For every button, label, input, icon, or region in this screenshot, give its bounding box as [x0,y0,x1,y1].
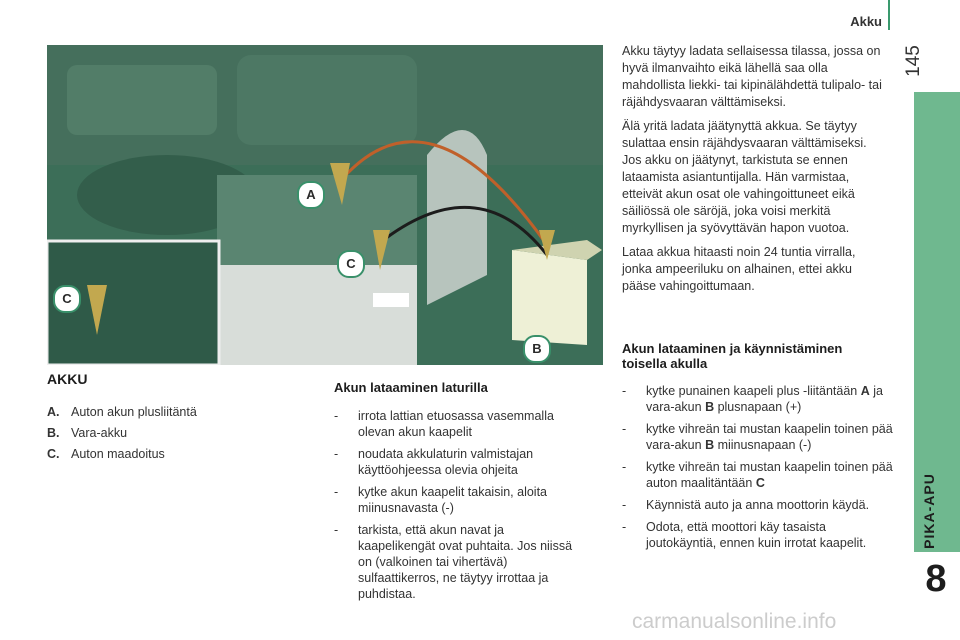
section-title: Akku [850,14,882,29]
legend-key: A. [47,405,60,419]
charging-heading: Akun lataaminen laturilla [334,380,488,395]
legend-key: B. [47,426,60,440]
callout-a: A [297,181,325,209]
step-text: irrota lattian etuosassa vasemmalla olevan akun kaapelit [358,409,554,439]
step-text: Odota, että moottori käy tasaista joutokäyntiä, ennen kuin irrotat kaapelit. [646,520,867,550]
jump-start-heading [622,341,884,371]
legend-item [47,405,307,426]
chapter-number: 8 [925,558,947,600]
step-text: kytke vihreän tai mustan kaapelin toinen pää vara-akun [646,422,893,452]
list-item: - kytke akun kaapelit takaisin, aloita miinusnavasta (-) [334,485,547,515]
list-item: - irrota lattian etuosassa vasemmalla olevan akun kaapelit [334,409,554,439]
header-divider [888,0,890,30]
list-item: - Käynnistä auto ja anna moottorin käydä. [622,498,870,512]
callout-b: B [523,335,551,363]
battery-heading: AKKU [47,371,88,387]
list-item: - noudata akkulaturin valmistajan käyttöohjeessa olevia ohjeita [334,447,534,477]
legend-key: C. [47,447,60,461]
jump-start-steps [622,383,894,557]
chapter-tab-label: PIKA-APU [921,473,937,549]
list-item: - kytke punainen kaapeli plus -liitäntään A ja vara-akun B plusnapaan (+) [622,384,883,414]
paragraph: Älä yritä ladata jäätynyttä akkua. Se täytyy sulattaa ensin räjähdysvaaran välttämiseksi. Jos akku on jäätynyt, tarkistuta se ennen lataamista asiantuntijalla. Hän varmistaa, etteivät akun osat ole vahingoittuneet eikä säiliössä ole säröjä, joka voisi merkitä myrkyllisen ja syövyttävän hapon vuotoa. [622,119,867,235]
step-text: miinusnapaan (-) [714,438,812,452]
step-text: tarkista, että akun navat ja kaapelikengät ovat puhtaita. Jos niissä on (valkoinen tai vihertävä) sulfaattikerros, ne täytyy irrottaa ja puhdistaa. [358,523,573,601]
list-item: - kytke vihreän tai mustan kaapelin toinen pää vara-akun B miinusnapaan (-) [622,422,893,452]
step-text: kytke punainen kaapeli plus -liitäntään [646,384,861,398]
legend-text: Auton maadoitus [71,447,165,461]
step-text: ja vara-akun [646,384,883,414]
heading-line: Akun lataaminen ja käynnistäminen [622,341,843,356]
paragraph: Akku täytyy ladata sellaisessa tilassa, jossa on hyvä ilmanvaihto eikä lähellä saa olla mahdollista liekki- tai kipinälähdettä tulipalo- tai räjähdysvaaran välttämiseksi. [622,44,882,109]
list-item: - Odota, että moottori käy tasaista joutokäyntiä, ennen kuin irrotat kaapelit. [622,520,867,550]
intro-text [622,43,884,302]
page-number: 145 [903,45,924,77]
callout-c-inset: C [53,285,81,313]
list-item: - kytke vihreän tai mustan kaapelin toinen pää auton maalitäntään C [622,460,893,490]
heading-line: toisella akulla [622,356,708,371]
step-text: plusnapaan (+) [714,400,802,414]
legend-text: Auton akun plusliitäntä [71,405,197,419]
step-text: kytke akun kaapelit takaisin, aloita miinusnavasta (-) [358,485,547,515]
legend-item [47,426,307,447]
engine-bay-drawing [47,45,603,365]
figure-legend [47,405,307,468]
paragraph: Lataa akkua hitaasti noin 24 tuntia virralla, jonka ampeeriluku on alhainen, ettei akku pääse vahingoittumaan. [622,245,856,293]
step-text: noudata akkulaturin valmistajan käyttöohjeessa olevia ohjeita [358,447,534,477]
legend-item [47,447,307,468]
watermark: carmanualsonline.info [632,610,837,633]
step-text: Käynnistä auto ja anna moottorin käydä. [646,498,870,512]
battery-illustration [47,45,603,365]
legend-text: Vara-akku [71,426,128,440]
step-ref: C [755,476,765,490]
step-ref: A [860,384,870,398]
charging-steps [334,408,584,608]
step-ref: B [705,400,715,414]
list-item: - tarkista, että akun navat ja kaapelikengät ovat puhtaita. Jos niissä on (valkoinen tai vihertävä) sulfaattikerros, ne täytyy irrottaa ja puhdistaa. [334,523,573,601]
step-ref: B [705,438,715,452]
callout-c: C [337,250,365,278]
step-text: kytke vihreän tai mustan kaapelin toinen pää auton maalitäntään [646,460,893,490]
